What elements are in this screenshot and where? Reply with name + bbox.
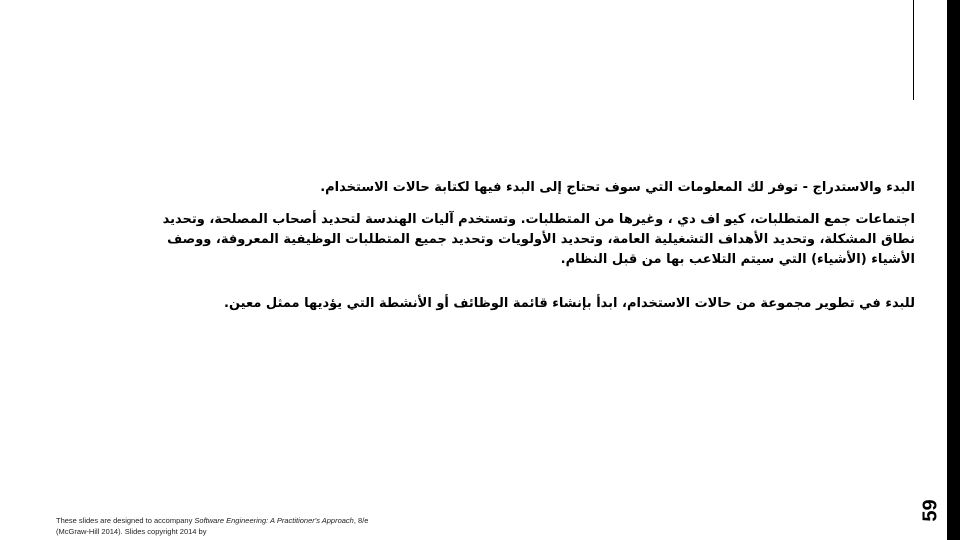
right-sidebar-bar: [947, 0, 960, 540]
footer-prefix: These slides are designed to accompany: [56, 516, 195, 525]
paragraph-line: الأشياء (الأشياء) التي سيتم التلاعب بها من قبل النظام.: [560, 252, 915, 267]
footer-suffix: , 8/e (McGraw-Hill 2014). Slides copyright 2014 by: [56, 516, 369, 536]
paragraph-use-case-start: للبدء في تطوير مجموعة من حالات الاستخدام، ابدأ بإنشاء قائمة الوظائف أو الأنشطة التي يؤديها ممثل معين.: [224, 296, 915, 311]
paragraph-line: اجتماعات جمع المتطلبات، كيو اف دي ، وغيرها من المتطلبات. وتستخدم آليات الهندسة لتحديد أصحاب المصلحة، وتحديد: [162, 212, 915, 227]
page-number: [918, 480, 944, 540]
paragraph-requirements-meetings: [163, 210, 915, 270]
footer-copyright: [56, 515, 376, 537]
footer-book-title: Software Engineering: A Practitioner's Approach: [194, 516, 354, 525]
paragraph-line: نطاق المشكلة، وتحديد الأهداف التشغيلية العامة، وتحديد الأولويات وتحديد جميع المتطلبات الوظيفية المعروفة، ووصف: [167, 232, 915, 247]
page-number-text: 59: [919, 498, 942, 522]
decorative-vertical-rule: [913, 0, 914, 100]
paragraph-inception: البدء والاستدراج - توفر لك المعلومات التي سوف تحتاج إلى البدء فيها لكتابة حالات الاستخدام.: [320, 180, 915, 195]
